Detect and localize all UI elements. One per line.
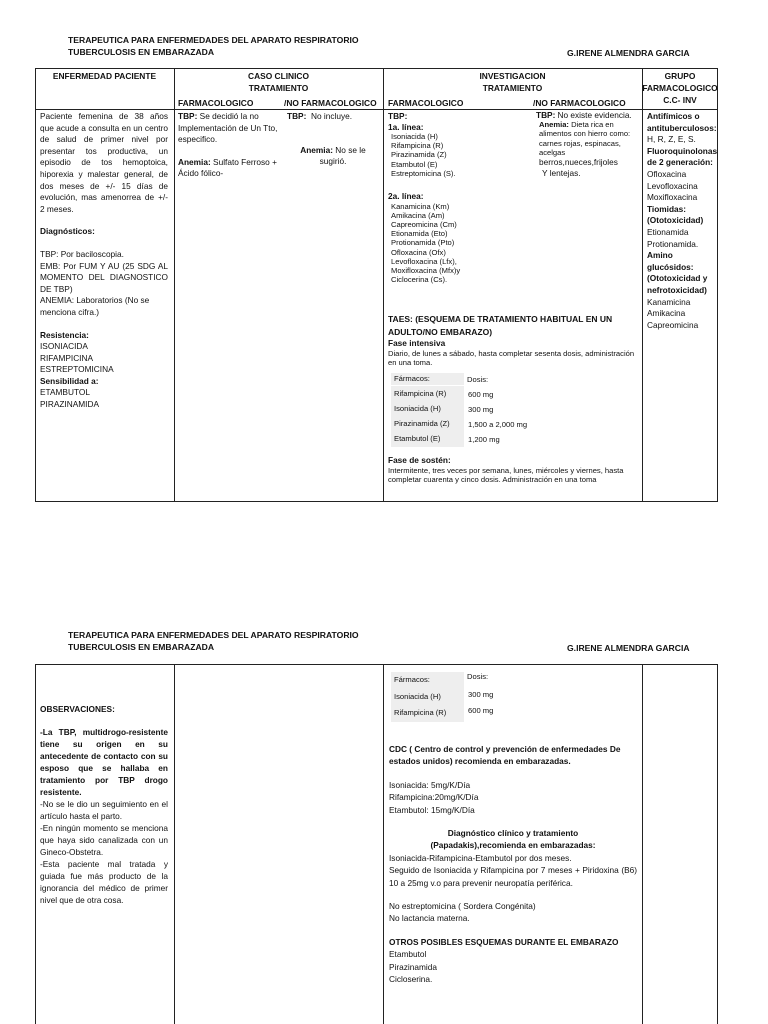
header-investigacion: INVESTIGACION (479, 71, 546, 81)
fase-intensiva-label: Fase intensiva (388, 338, 446, 348)
caso-no-farmacologico (287, 111, 379, 168)
papadakis-text: Seguido de Isoniacida y Rifampicina por 7 meses + Piridoxina (B6) 10 a 25mg v.o para prevenir neuropatía periférica. (389, 865, 637, 888)
taes-section (388, 313, 638, 367)
tiomidas-item: Protionamida. (647, 238, 699, 249)
observacion-item: -La TBP, multidrogo-resistente tiene su origen en su antecedente de contacto con su esposo que se hallaba en tratamiento por TBP drogo resistente. (40, 727, 168, 797)
header-cc-inv: C.C- INV (663, 95, 697, 105)
linea1-item: Etambutol (E) (391, 159, 438, 169)
papadakis-title: Diagnóstico clínico y tratamiento (Papadakis),recomienda en embarazadas: (430, 828, 596, 851)
dose-value: 300 mg (468, 405, 494, 414)
linea2-item: Levofloxacina (Lfx), (391, 256, 457, 266)
header-farmacologico: FARMACOLOGICO (178, 98, 254, 108)
header-no-farmacologico: /NO FARMACOLOGICO (533, 98, 626, 108)
farmacos-label: Fármacos: (394, 374, 430, 383)
page2-title-line2: TUBERCULOSIS EN EMBARAZADA (68, 642, 215, 652)
page2-table-top (35, 664, 718, 665)
grupo-farmacologico (647, 111, 717, 331)
diagnosticos-label: Diagnósticos: (40, 226, 95, 237)
page2-col-divider (35, 664, 36, 1024)
observaciones-label: OBSERVACIONES: (40, 704, 115, 714)
aminoglucosidos-label: Amino glucósidos: (647, 250, 694, 272)
header-caso-clinico: CASO CLINICO (248, 71, 309, 81)
col-enfermedad-paciente (40, 111, 168, 411)
investigacion-farmacologico (388, 111, 528, 284)
tiomidas-item: Etionamida (647, 226, 689, 237)
page1-col-divider (642, 68, 643, 502)
ototoxicidad-label: (Ototoxicidad) (647, 215, 704, 226)
tbp-text: Se decidió la no Implementación de Un Tto, especifico. (178, 111, 278, 145)
page2-title-line1: TERAPEUTICA PARA ENFERMEDADES DEL APARATO RESPIRATORIO (68, 630, 359, 640)
observacion-item: -En ningún momento se menciona que haya sido canalizada con un Gineco-Obstetra. (40, 823, 168, 857)
header-tratamiento: TRATAMIENTO (248, 83, 309, 93)
linea1-item: Rifampicina (R) (391, 141, 444, 151)
dose-row-divider (391, 385, 464, 386)
fluoro-item: Moxifloxacina (647, 192, 698, 203)
resistencia-item: ESTREPTOMICINA (40, 364, 114, 375)
page2-col-divider (642, 664, 643, 1024)
linea2-item: Kanamicina (Km) (391, 201, 450, 211)
anemia-label: Anemia: (300, 144, 333, 155)
fase-sosten-section (388, 455, 638, 484)
linea1-item: Isoniacida (H) (391, 132, 438, 141)
anemia-label: Anemia: (178, 156, 211, 167)
resistencia-item: RIFAMPICINA (40, 352, 94, 363)
header-tratamiento: TRATAMIENTO (482, 83, 543, 93)
amino-item: Amikacina (647, 308, 686, 319)
fase-intensiva-text: Diario, de lunes a sábado, hasta completar sesenta dosis, administración en una toma. (388, 349, 635, 368)
no-lactancia: No lactancia materna. (389, 913, 470, 924)
cdc-dose: Rifampicina:20mg/K/Día (389, 792, 479, 803)
cdc-dose: Etambutol: 15mg/K/Día (389, 804, 475, 815)
fase-sosten-text: Intermitente, tres veces por semana, lunes, miércoles y viernes, hasta completar cuarenta y cinco dosis. Administración en una toma (388, 466, 624, 485)
farmacos-label: Fármacos: (394, 675, 430, 684)
page1-author: G.IRENE ALMENDRA GARCIA (567, 48, 690, 58)
observacion-item: -No se le dio un seguimiento en el artículo hasta el parto. (40, 799, 168, 821)
page1-title-line1: TERAPEUTICA PARA ENFERMEDADES DEL APARATO RESPIRATORIO (68, 35, 359, 45)
fase-sosten-label: Fase de sostén: (388, 455, 451, 465)
header-no-farmacologico: /NO FARMACOLOGICO (284, 98, 377, 108)
tbp-text: No incluye. (310, 111, 353, 121)
tbp-label: TBP: (388, 111, 408, 121)
otros-esquema-item: Etambutol (389, 949, 427, 960)
linea2-item: Ofloxacina (Ofx) (391, 247, 446, 257)
linea2-item: Moxifloxacina (Mfx)y (391, 265, 461, 275)
header-farmacologico: FARMACOLOGICO (388, 98, 464, 108)
dose-drug: Etambutol (E) (394, 434, 441, 443)
dosis-label: Dosis: (467, 672, 489, 681)
tiomidas-label: Tiomidas: (647, 203, 687, 214)
ototox-nefro-label: (Ototoxicidad y nefrotoxicidad) (647, 273, 708, 295)
page1-col-divider (174, 68, 175, 502)
case-description: Paciente femenina de 38 años que acude a consulta en un centro de salud de primer nivel por presentar tos productiva, un episodio de tos hemoptoica, hiporexia y malestar general, de dos meses de +/- 15 días de evolución, mas amenorrea de +/- 2 meses. (40, 111, 168, 214)
papadakis-text: Isoniacida-Rifampicina-Etambutol por dos meses. (389, 852, 572, 863)
linea2-label: 2a. línea: (388, 191, 424, 202)
fluoro-item: Ofloxacina (647, 168, 687, 179)
anemia-text: Sulfato Ferroso + Ácido fólico- (178, 156, 277, 179)
antifimicos-label: Antifímicos o antituberculosos: (647, 111, 717, 133)
taes-title: TAES: (ESQUEMA DE TRATAMIENTO HABITUAL EN UN ADULTO/NO EMBARAZO) (388, 314, 613, 337)
diagnostico-tbp: TBP: Por baciloscopia. (40, 248, 124, 259)
anemia-text: Dieta rica en alimentos con hierro como: carnes rojas, espinacas, acelgas (539, 120, 631, 157)
dose-drug: Pirazinamida (Z) (394, 419, 450, 428)
dosis-label: Dosis: (467, 375, 489, 384)
sensibilidad-label: Sensibilidad a: (40, 375, 99, 386)
observaciones (40, 703, 168, 906)
header-enfermedad-paciente: ENFERMEDAD PACIENTE (52, 71, 157, 81)
diagnostico-emb: EMB: Por FUM Y AU (25 SDG AL MOMENTO DEL DIAGNOSTICO DE TBP) (40, 260, 168, 294)
page1-col-divider (383, 68, 384, 502)
no-estreptomicina: No estreptomicina ( Sordera Congénita) (389, 901, 536, 912)
dose-value: 300 mg (468, 690, 494, 699)
dose-value: 600 mg (468, 390, 494, 399)
resistencia-label: Resistencia: (40, 329, 89, 340)
dose-drug: Isoniacida (H) (394, 692, 441, 701)
page2-col-divider (717, 664, 718, 1024)
otros-esquemas-title: OTROS POSIBLES ESQUEMAS DURANTE EL EMBARAZO (389, 936, 619, 947)
cdc-dose: Isoniacida: 5mg/K/Día (389, 779, 471, 790)
linea2-item: Amikacina (Am) (391, 210, 445, 220)
header-grupo: GRUPO (664, 71, 696, 81)
tbp-text: No existe evidencia. (557, 110, 632, 120)
sensibilidad-item: ETAMBUTOL (40, 387, 90, 398)
tbp-label: TBP: (536, 110, 556, 120)
cdc-section (389, 743, 637, 986)
otros-esquema-item: Pirazinamida (389, 961, 437, 972)
fluoro-item: Levofloxacina (647, 180, 698, 191)
page1-title-line2: TUBERCULOSIS EN EMBARAZADA (68, 47, 215, 57)
sensibilidad-item: PIRAZINAMIDA (40, 399, 100, 410)
dose-value: 1,500 a 2,000 mg (468, 420, 528, 429)
page2-author: G.IRENE ALMENDRA GARCIA (567, 643, 690, 653)
linea1-item: Estreptomicina (S). (391, 168, 456, 178)
linea1-label: 1a. línea: (388, 121, 424, 132)
anemia-foods-end: Y lentejas. (542, 168, 581, 179)
linea2-item: Protionamida (Pto) (391, 238, 455, 248)
anemia-foods: berros,nueces,frijoles (539, 157, 618, 168)
caso-farmacologico (178, 111, 278, 180)
diagnostico-anemia: ANEMIA: Laboratorios (No se menciona cifra.) (40, 295, 150, 317)
antifimicos-list: H, R, Z, E, S. (647, 134, 696, 145)
dose-value: 600 mg (468, 706, 494, 715)
otros-esquema-item: Cicloserina. (389, 974, 433, 985)
tbp-label: TBP: (287, 111, 307, 121)
dose-value: 1,200 mg (468, 435, 500, 444)
dose-drug: Rifampicina (R) (394, 389, 447, 398)
linea2-item: Etionamida (Eto) (391, 229, 448, 239)
investigacion-no-farmacologico (536, 111, 639, 179)
amino-item: Capreomicina (647, 319, 699, 330)
dose-drug: Isoniacida (H) (394, 404, 441, 413)
fluoroquinolonas-label: Fluoroquinolonas de 2 generación: (647, 145, 718, 168)
dose-drug: Rifampicina (R) (394, 708, 447, 717)
observacion-item: -Esta paciente mal tratada y guiada fue más producto de la ignorancia del médico de primer nivel que de otra cosa. (40, 859, 168, 905)
tbp-label: TBP: (178, 111, 198, 121)
header-farmacologico: FARMACOLOGICO (642, 83, 718, 93)
page2-col-divider (174, 664, 175, 1024)
cdc-text: CDC ( Centro de control y prevención de enfermedades De estados unidos) recomienda en embarazadas. (389, 744, 621, 767)
anemia-text: No se le sugirió. (319, 144, 366, 167)
linea2-item: Ciclocerina (Cs). (391, 275, 448, 285)
linea1-item: Pirazinamida (Z) (391, 150, 447, 160)
anemia-label: Anemia: (539, 120, 569, 130)
resistencia-item: ISONIACIDA (40, 341, 88, 352)
page2-col-divider (383, 664, 384, 1024)
amino-item: Kanamicina (647, 296, 691, 307)
linea2-item: Capreomicina (Cm) (391, 219, 457, 229)
